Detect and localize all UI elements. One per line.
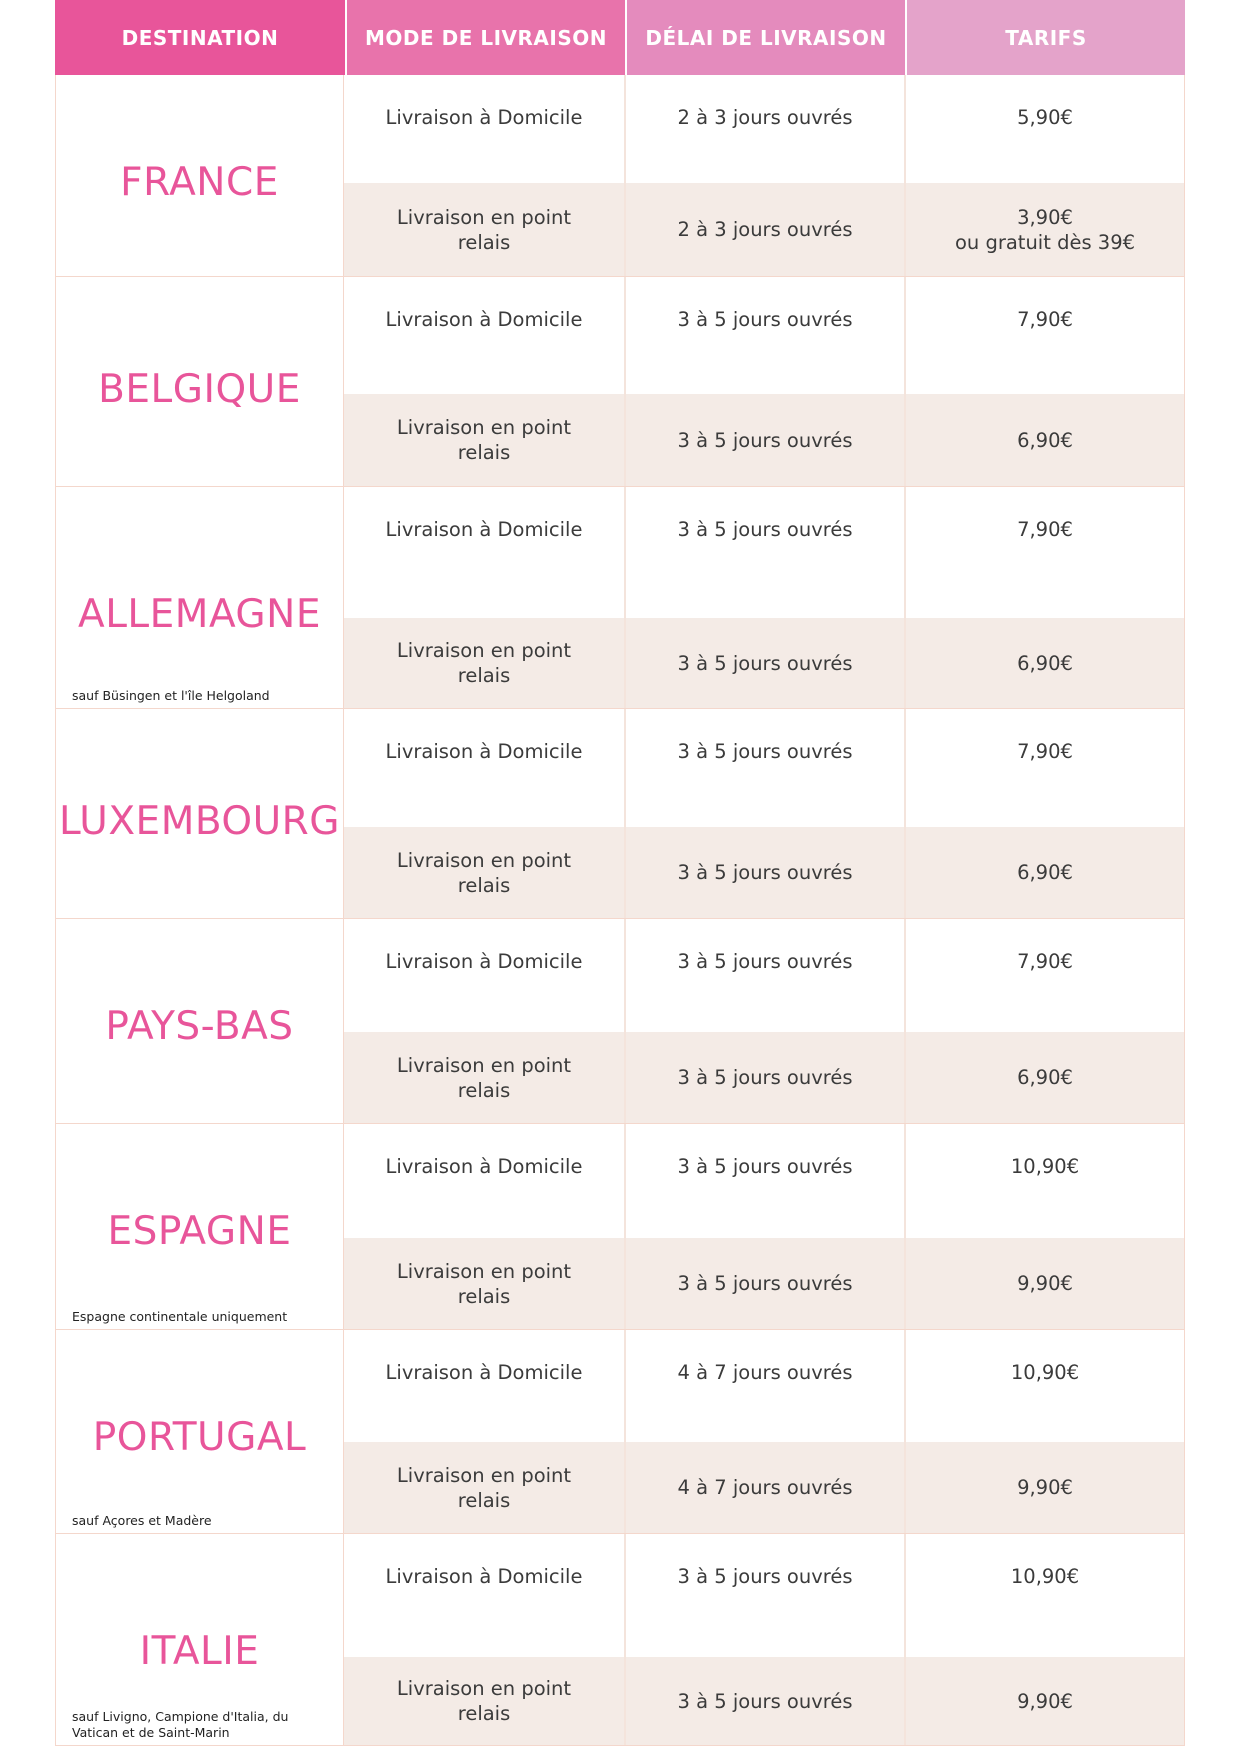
country-restriction-note: sauf Livigno, Campione d'Italia, du Vatican et de Saint-Marin (72, 1709, 289, 1740)
shipping-rates-table (55, 0, 1185, 1746)
delivery-mode-cell: Livraison en point relais (396, 1259, 572, 1308)
price-cell: 10,90€ (904, 1330, 1184, 1442)
country-name: PORTUGAL (92, 1415, 307, 1460)
country-restriction-note: sauf Büsingen et l'île Helgoland (72, 688, 270, 703)
price-cell: 5,90€ (904, 75, 1184, 183)
delivery-mode-cell: Livraison en point relais (396, 639, 572, 687)
price-cell: 6,90€ (904, 394, 1184, 486)
price-cell: 9,90€ (904, 1657, 1184, 1745)
destination-cell (56, 487, 344, 708)
relay-delivery-row (344, 394, 1184, 486)
country-name: BELGIQUE (98, 367, 301, 412)
relay-delivery-row (344, 827, 1184, 918)
destination-cell (56, 1534, 344, 1745)
relay-delivery-row (344, 1442, 1184, 1533)
home-delivery-row (344, 277, 1184, 394)
delivery-mode-cell: Livraison en point relais (396, 416, 572, 464)
destination-cell (56, 1124, 344, 1329)
country-row (55, 75, 1185, 277)
destination-cell (56, 709, 344, 918)
country-name: ESPAGNE (107, 1209, 292, 1254)
price-cell: 3,90€ ou gratuit dès 39€ (904, 183, 1184, 276)
country-name: LUXEMBOURG (59, 799, 340, 844)
destination-cell (56, 277, 344, 486)
relay-delivery-row (344, 1657, 1184, 1745)
delivery-mode-cell: Livraison à Domicile (385, 106, 583, 129)
country-restriction-note: Espagne continentale uniquement (72, 1309, 288, 1324)
delivery-mode-cell: Livraison à Domicile (385, 1155, 583, 1178)
relay-delivery-row (344, 183, 1184, 276)
home-delivery-row (344, 1330, 1184, 1442)
delivery-delay-cell: 3 à 5 jours ouvrés (624, 1534, 904, 1657)
delivery-delay-cell: 3 à 5 jours ouvrés (624, 1124, 904, 1238)
delivery-mode-cell: Livraison en point relais (396, 1053, 572, 1102)
delivery-mode-cell: Livraison à Domicile (385, 740, 583, 763)
delivery-delay-cell: 3 à 5 jours ouvrés (624, 1032, 904, 1123)
price-cell: 7,90€ (904, 919, 1184, 1032)
delivery-mode-cell: Livraison en point relais (396, 205, 572, 254)
header-destination: DESTINATION (55, 0, 345, 75)
table-body (55, 75, 1185, 1746)
delivery-delay-cell: 3 à 5 jours ouvrés (624, 709, 904, 827)
delivery-delay-cell: 3 à 5 jours ouvrés (624, 919, 904, 1032)
header-delivery-mode: MODE DE LIVRAISON (345, 0, 625, 75)
country-restriction-note: sauf Açores et Madère (72, 1513, 212, 1528)
header-delivery-delay: DÉLAI DE LIVRAISON (625, 0, 905, 75)
country-row (55, 1124, 1185, 1330)
country-name: PAYS-BAS (105, 1004, 294, 1049)
home-delivery-row (344, 75, 1184, 183)
delivery-delay-cell: 3 à 5 jours ouvrés (624, 618, 904, 708)
country-row (55, 277, 1185, 487)
delivery-mode-cell: Livraison à Domicile (385, 518, 583, 541)
delivery-delay-cell: 2 à 3 jours ouvrés (624, 75, 904, 183)
price-cell: 10,90€ (904, 1534, 1184, 1657)
price-cell: 6,90€ (904, 1032, 1184, 1123)
delivery-delay-cell: 3 à 5 jours ouvrés (624, 827, 904, 918)
delivery-delay-cell: 3 à 5 jours ouvrés (624, 487, 904, 618)
relay-delivery-row (344, 1238, 1184, 1329)
delivery-mode-cell: Livraison en point relais (396, 1463, 572, 1512)
delivery-delay-cell: 3 à 5 jours ouvrés (624, 394, 904, 486)
home-delivery-row (344, 709, 1184, 827)
price-cell: 6,90€ (904, 827, 1184, 918)
delivery-delay-cell: 3 à 5 jours ouvrés (624, 1657, 904, 1745)
price-cell: 6,90€ (904, 618, 1184, 708)
country-name: ALLEMAGNE (78, 592, 321, 637)
home-delivery-row (344, 1124, 1184, 1238)
delivery-delay-cell: 3 à 5 jours ouvrés (624, 277, 904, 394)
home-delivery-row (344, 919, 1184, 1032)
country-row (55, 709, 1185, 919)
delivery-delay-cell: 2 à 3 jours ouvrés (624, 183, 904, 276)
delivery-mode-cell: Livraison à Domicile (385, 308, 583, 331)
header-rates: TARIFS (905, 0, 1185, 75)
country-row (55, 487, 1185, 709)
delivery-delay-cell: 4 à 7 jours ouvrés (624, 1442, 904, 1533)
delivery-delay-cell: 3 à 5 jours ouvrés (624, 1238, 904, 1329)
country-row (55, 1534, 1185, 1746)
destination-cell (56, 1330, 344, 1533)
price-cell: 10,90€ (904, 1124, 1184, 1238)
country-row (55, 1330, 1185, 1534)
relay-delivery-row (344, 618, 1184, 708)
home-delivery-row (344, 1534, 1184, 1657)
delivery-mode-cell: Livraison à Domicile (385, 1361, 583, 1384)
table-header (55, 0, 1185, 75)
price-cell: 9,90€ (904, 1238, 1184, 1329)
delivery-mode-cell: Livraison en point relais (396, 848, 572, 897)
delivery-delay-cell: 4 à 7 jours ouvrés (624, 1330, 904, 1442)
delivery-mode-cell: Livraison à Domicile (385, 1565, 583, 1588)
country-name: ITALIE (139, 1629, 260, 1674)
destination-cell (56, 919, 344, 1123)
price-cell: 7,90€ (904, 277, 1184, 394)
relay-delivery-row (344, 1032, 1184, 1123)
destination-cell (56, 75, 344, 276)
delivery-mode-cell: Livraison en point relais (396, 1677, 572, 1725)
price-cell: 7,90€ (904, 709, 1184, 827)
delivery-mode-cell: Livraison à Domicile (385, 950, 583, 973)
price-cell: 7,90€ (904, 487, 1184, 618)
country-row (55, 919, 1185, 1124)
country-name: FRANCE (120, 160, 279, 205)
price-cell: 9,90€ (904, 1442, 1184, 1533)
home-delivery-row (344, 487, 1184, 618)
